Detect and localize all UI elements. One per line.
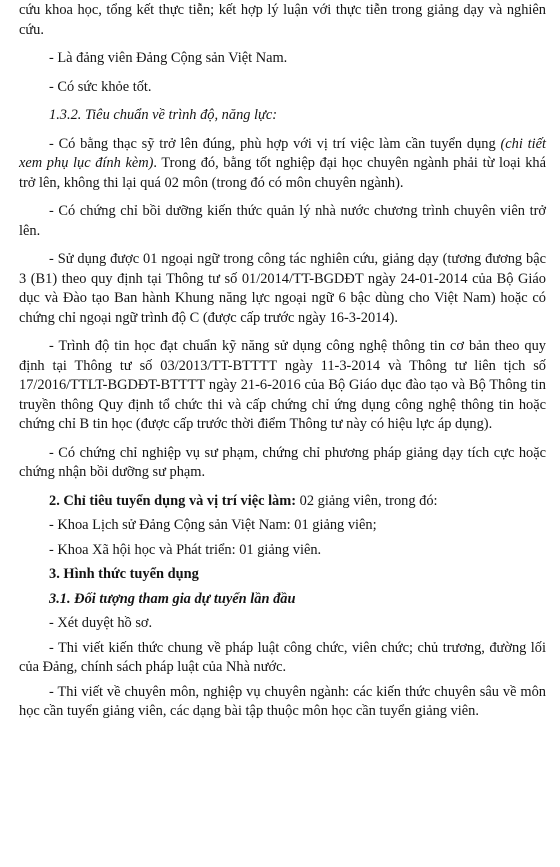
list-item-sociology-dept bbox=[19, 541, 546, 561]
paragraph-text: - Trình độ tin học đạt chuẩn kỹ năng sử dụng công nghệ thông tin cơ bản theo quy định tại Thông tư số 03/2013/TT-BTTTT ngày 11-3-2014 và Thông tư liên tịch số 17/2016/TTLT-BGDĐT-BTTTT ngày 21-6-2016 của Bộ Giáo dục đào tạo và Bộ Thông tin truyền thông Quy định tổ chức thi và cấp chứng chỉ ứng dụng công nghệ thông tin hoặc chứng chỉ B tin học (được cấp trước thời điểm Thông tư này có hiệu lực áp dụng). bbox=[19, 338, 546, 432]
paragraph-health bbox=[19, 78, 546, 98]
paragraph-text: - Khoa Lịch sử Đảng Cộng sản Việt Nam: 01 giảng viên; bbox=[49, 517, 377, 533]
section-heading-1-3-2 bbox=[19, 106, 546, 126]
paragraph-intro-continuation bbox=[19, 1, 546, 40]
heading-text-rest: 02 giảng viên, trong đó: bbox=[296, 492, 438, 509]
paragraph-text: - Có chứng chỉ nghiệp vụ sư phạm, chứng chỉ phương pháp giảng dạy tích cực hoặc chứng nhận bồi dưỡng sư phạm. bbox=[19, 444, 546, 480]
list-item-specialized-exam bbox=[19, 683, 546, 722]
paragraph-state-management-cert bbox=[19, 202, 546, 241]
list-item-dossier-review bbox=[19, 614, 546, 634]
heading-text-bold: 2. Chỉ tiêu tuyển dụng và vị trí việc làm: bbox=[49, 492, 297, 509]
paragraph-text-part3: . Trong đó, bằng tốt nghiệp đại học chuyên ngành phải từ loại khá trở lên, không thi lại quá 02 môn (trong đó có môn chuyên ngành). bbox=[19, 155, 546, 191]
paragraph-text: - Xét duyệt hồ sơ. bbox=[49, 615, 153, 631]
paragraph-pedagogy-cert bbox=[19, 444, 546, 483]
heading-text: 1.3.2. Tiêu chuẩn về trình độ, năng lực: bbox=[49, 107, 278, 123]
section-heading-2-quota bbox=[19, 492, 546, 512]
list-item-general-knowledge-exam bbox=[19, 639, 546, 678]
list-item-party-history-dept bbox=[19, 516, 546, 536]
heading-text: 3. Hình thức tuyển dụng bbox=[49, 566, 199, 582]
paragraph-text: - Có chứng chỉ bồi dưỡng kiến thức quản lý nhà nước chương trình chuyên viên trở lên. bbox=[19, 203, 546, 239]
paragraph-text: - Là đảng viên Đảng Cộng sản Việt Nam. bbox=[49, 50, 288, 66]
paragraph-text-italic-note: (chi tiết xem phụ lục đính kèm) bbox=[19, 135, 546, 171]
section-heading-3-recruitment-form bbox=[19, 565, 546, 585]
section-heading-3-1-first-time bbox=[19, 590, 546, 610]
paragraph-text: - Khoa Xã hội học và Phát triển: 01 giảng viên. bbox=[49, 541, 322, 558]
paragraph-text-part1: - Có bằng thạc sỹ trở lên đúng, phù hợp với vị trí việc làm cần tuyển dụng bbox=[49, 135, 501, 152]
heading-text: 3.1. Đối tượng tham gia dự tuyển lần đầu bbox=[49, 590, 296, 607]
paragraph-text: - Sử dụng được 01 ngoại ngữ trong công tác nghiên cứu, giảng dạy (tương đương bậc 3 (B1) theo quy định tại Thông tư số 01/2014/TT-BGDĐT ngày 24-01-2014 của Bộ Giáo dục và Đào tạo Ban hành Khung năng lực ngoại ngữ 6 bậc dùng cho Việt Nam) hoặc có chứng chỉ ngoại ngữ trình độ C (được cấp trước ngày 16-3-2014). bbox=[19, 251, 546, 326]
paragraph-foreign-language bbox=[19, 250, 546, 328]
paragraph-text: cứu khoa học, tổng kết thực tiễn; kết hợp lý luận với thực tiễn trong giảng dạy và nghiên cứu. bbox=[19, 2, 546, 38]
paragraph-text: - Thi viết kiến thức chung về pháp luật công chức, viên chức; chủ trương, đường lối của Đảng, chính sách pháp luật của Nhà nước. bbox=[19, 639, 546, 675]
paragraph-it-skills bbox=[19, 337, 546, 435]
paragraph-masters-degree bbox=[19, 135, 546, 194]
paragraph-text: - Có sức khỏe tốt. bbox=[49, 78, 152, 95]
paragraph-party-member bbox=[19, 49, 546, 69]
paragraph-text: - Thi viết về chuyên môn, nghiệp vụ chuyên ngành: các kiến thức chuyên sâu về môn học cần tuyển giảng viên, các dạng bài tập thuộc môn học cần tuyển giảng viên. bbox=[19, 683, 546, 719]
